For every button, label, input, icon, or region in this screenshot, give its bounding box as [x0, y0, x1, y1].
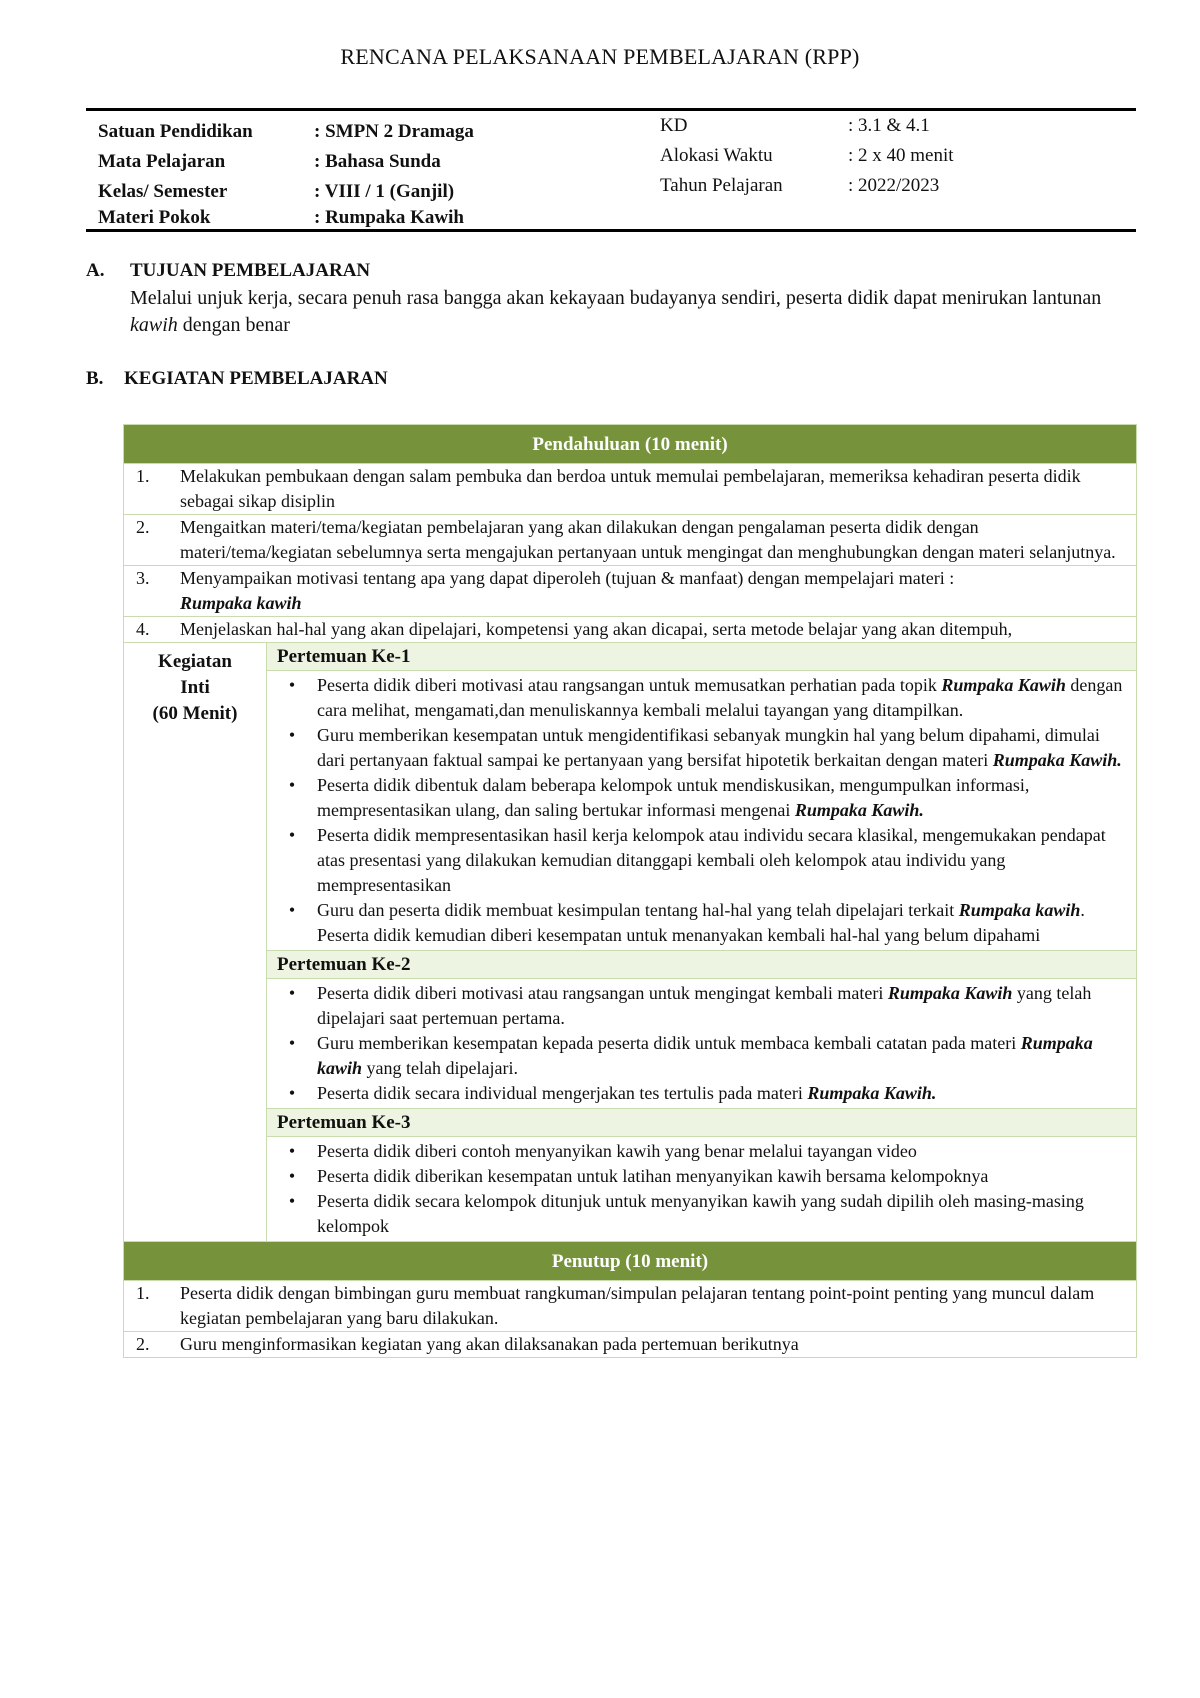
penutup-header: Penutup (10 menit) — [124, 1242, 1137, 1281]
penutup-item: 2. Guru menginformasikan kegiatan yang akan dilaksanakan pada pertemuan berikutnya — [124, 1332, 1137, 1358]
pendahuluan-item: 3. Menyampaikan motivasi tentang apa yang dapat diperoleh (tujuan & manfaat) dengan mempelajari materi : Rumpaka kawih — [124, 566, 1137, 617]
document-title: RENCANA PELAKSANAAN PEMBELAJARAN (RPP) — [340, 44, 860, 69]
pendahuluan-item: 4. Menjelaskan hal-hal yang akan dipelajari, kompetensi yang akan dicapai, serta metode belajar yang akan ditempuh, — [124, 617, 1137, 643]
pendahuluan-item: 1. Melakukan pembukaan dengan salam pembuka dan berdoa untuk memulai pembelajaran, memeriksa kehadiran peserta didik sebagai sikap disiplin — [124, 464, 1137, 515]
kegiatan-inti-label: Kegiatan Inti (60 Menit) — [124, 643, 267, 1242]
tahun-label: Tahun Pelajaran — [660, 175, 783, 196]
list-item: • Peserta didik secara individual mengerjakan tes tertulis pada materi Rumpaka Kawih. — [288, 1083, 937, 1103]
kelas-label: Kelas/ Semester — [98, 181, 228, 202]
list-item: • Peserta didik mempresentasikan hasil kerja kelompok atau individu secara klasikal, mengemukakan pendapat atas presentasi yang dilakukan kemudian ditanggapi kembali oleh kelompok atau individu yang mempresentasikan — [288, 825, 1106, 895]
tujuan-text: Melalui unjuk kerja, secara penuh rasa bangga akan kekayaan budayanya sendiri, peserta didik dapat menirukan lantunan kawih dengan benar — [130, 287, 1102, 336]
pertemuan-2-title: Pertemuan Ke-2 — [267, 951, 1137, 979]
identity-header — [86, 108, 1136, 232]
materi-label: Materi Pokok — [98, 207, 211, 228]
kd-value: : 3.1 & 4.1 — [848, 115, 930, 136]
list-item: • Peserta didik diberi motivasi atau rangsangan untuk memusatkan perhatian pada topik Rumpaka Kawih dengan cara melihat, mengamati,dan menuliskannya kembali melalui tayangan yang ditampilkan. — [288, 675, 1123, 720]
penutup-item: 1. Peserta didik dengan bimbingan guru membuat rangkuman/simpulan pelajaran tentang point-point penting yang muncul dalam kegiatan pembelajaran yang baru dilakukan. — [124, 1281, 1137, 1332]
materi-value: : Rumpaka Kawih — [314, 207, 464, 228]
list-item: • Guru memberikan kesempatan kepada peserta didik untuk membaca kembali catatan pada materi Rumpaka kawih yang telah dipelajari. — [288, 1033, 1093, 1078]
pertemuan-1-title: Pertemuan Ke-1 — [267, 643, 1137, 671]
list-item: • Peserta didik secara kelompok ditunjuk untuk menyanyikan kawih yang sudah dipilih oleh masing-masing kelompok — [288, 1191, 1084, 1236]
pertemuan-1-list — [267, 671, 1137, 951]
kelas-value: : VIII / 1 (Ganjil) — [314, 181, 455, 202]
pertemuan-3-title: Pertemuan Ke-3 — [267, 1109, 1137, 1137]
pertemuan-3-list — [267, 1137, 1137, 1242]
list-item: • Peserta didik diberikan kesempatan untuk latihan menyanyikan kawih bersama kelompoknya — [288, 1166, 989, 1186]
pertemuan-2-list — [267, 979, 1137, 1109]
activities-table — [123, 424, 1137, 1358]
satuan-label: Satuan Pendidikan — [98, 121, 253, 142]
section-a-heading: A. TUJUAN PEMBELAJARAN — [86, 260, 371, 281]
tahun-value: : 2022/2023 — [848, 175, 940, 196]
kd-label: KD — [660, 115, 688, 136]
satuan-value: : SMPN 2 Dramaga — [314, 121, 474, 142]
list-item: • Peserta didik diberi contoh menyanyikan kawih yang benar melalui tayangan video — [288, 1141, 917, 1161]
list-item: • Peserta didik diberi motivasi atau rangsangan untuk mengingat kembali materi Rumpaka Kawih yang telah dipelajari saat pertemuan pertama. — [288, 983, 1092, 1028]
list-item: • Guru memberikan kesempatan untuk mengidentifikasi sebanyak mungkin hal yang belum dipahami, dimulai dari pertanyaan faktual sampai ke pertanyaan yang bersifat hipotetik berkaitan dengan materi Rumpaka Kawih. — [288, 725, 1122, 770]
pendahuluan-item: 2. Mengaitkan materi/tema/kegiatan pembelajaran yang akan dilakukan dengan pengalaman peserta didik dengan materi/tema/kegiatan sebelumnya serta mengajukan pertanyaan untuk mengingat dan menghubungkan dengan materi selanjutnya. — [124, 515, 1137, 566]
pendahuluan-header: Pendahuluan (10 menit) — [124, 425, 1137, 464]
alokasi-value: : 2 x 40 menit — [848, 145, 954, 166]
mapel-value: : Bahasa Sunda — [314, 151, 441, 172]
section-b-heading: B. KEGIATAN PEMBELAJARAN — [86, 368, 388, 389]
list-item: • Peserta didik dibentuk dalam beberapa kelompok untuk mendiskusikan, mengumpulkan informasi, mempresentasikan ulang, dan saling bertukar informasi mengenai Rumpaka Kawih. — [288, 775, 1030, 820]
mapel-label: Mata Pelajaran — [98, 151, 226, 172]
alokasi-label: Alokasi Waktu — [660, 145, 773, 166]
list-item: • Guru dan peserta didik membuat kesimpulan tentang hal-hal yang telah dipelajari terkait Rumpaka kawih. Peserta didik kemudian diberi kesempatan untuk menanyakan kembali hal-hal yang belum dipahami — [288, 900, 1085, 945]
